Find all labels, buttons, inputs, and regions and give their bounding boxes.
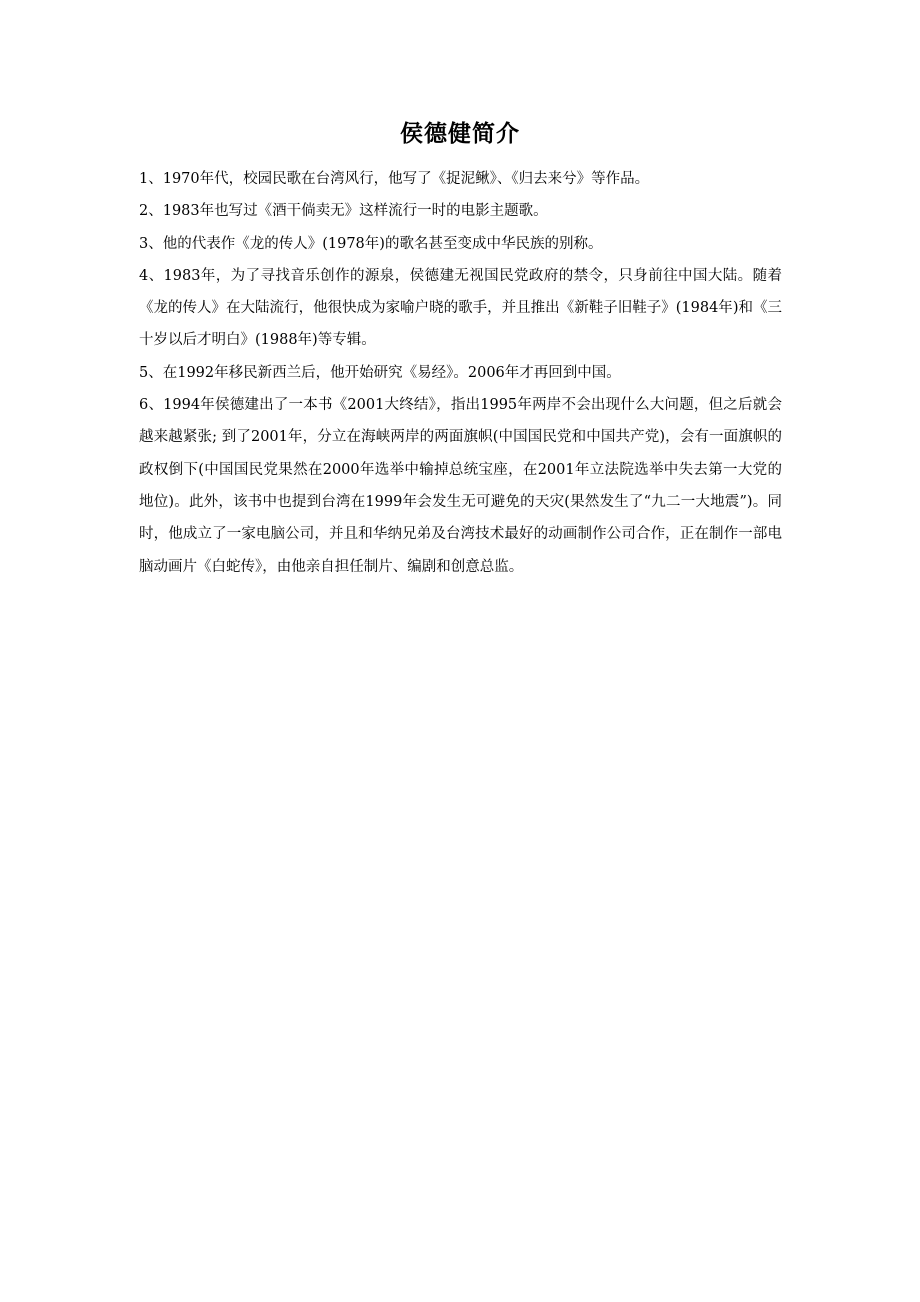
paragraph-6: 6、1994年侯德建出了一本书《2001大终结》，指出1995年两岸不会出现什么大问题，但之后就会越来越紧张; 到了2001年，分立在海峡两岸的两面旗帜(中国国民党和中国共产党)，会有一面旗帜的政权倒下(中国国民党果然在2000年选举中输掉总统宝座，在2001年立法院选举中失去第一大党的地位)。此外，该书中也提到台湾在1999年会发生无可避免的天灾(果然发生了“九二一大地震”)。同时，他成立了一家电脑公司，并且和华纳兄弟及台湾技术最好的动画制作公司合作，正在制作一部电脑动画片《白蛇传》，由他亲自担任制片、编剧和创意总监。 xyxy=(139,397,782,575)
paragraph-5: 5、在1992年移民新西兰后，他开始研究《易经》。2006年才再回到中国。 xyxy=(139,364,621,381)
document-title: 侯德健简介 xyxy=(400,121,520,147)
paragraph-4: 4、1983年，为了寻找音乐创作的源泉，侯德建无视国民党政府的禁令，只身前往中国大陆。随着《龙的传人》在大陆流行，他很快成为家喻户晓的歌手，并且推出《新鞋子旧鞋子》(1984年)和《三十岁以后才明白》(1988年)等专辑。 xyxy=(139,267,782,349)
paragraph-1: 1、1970年代，校园民歌在台湾风行，他写了《捉泥鳅》、《归去来兮》等作品。 xyxy=(139,171,650,187)
paragraph-2: 2、1983年也写过《酒干倘卖无》这样流行一时的电影主题歌。 xyxy=(139,203,548,220)
document-body xyxy=(139,163,782,583)
paragraph-3: 3、他的代表作《龙的传人》(1978年)的歌名甚至变成中华民族的别称。 xyxy=(139,235,603,252)
